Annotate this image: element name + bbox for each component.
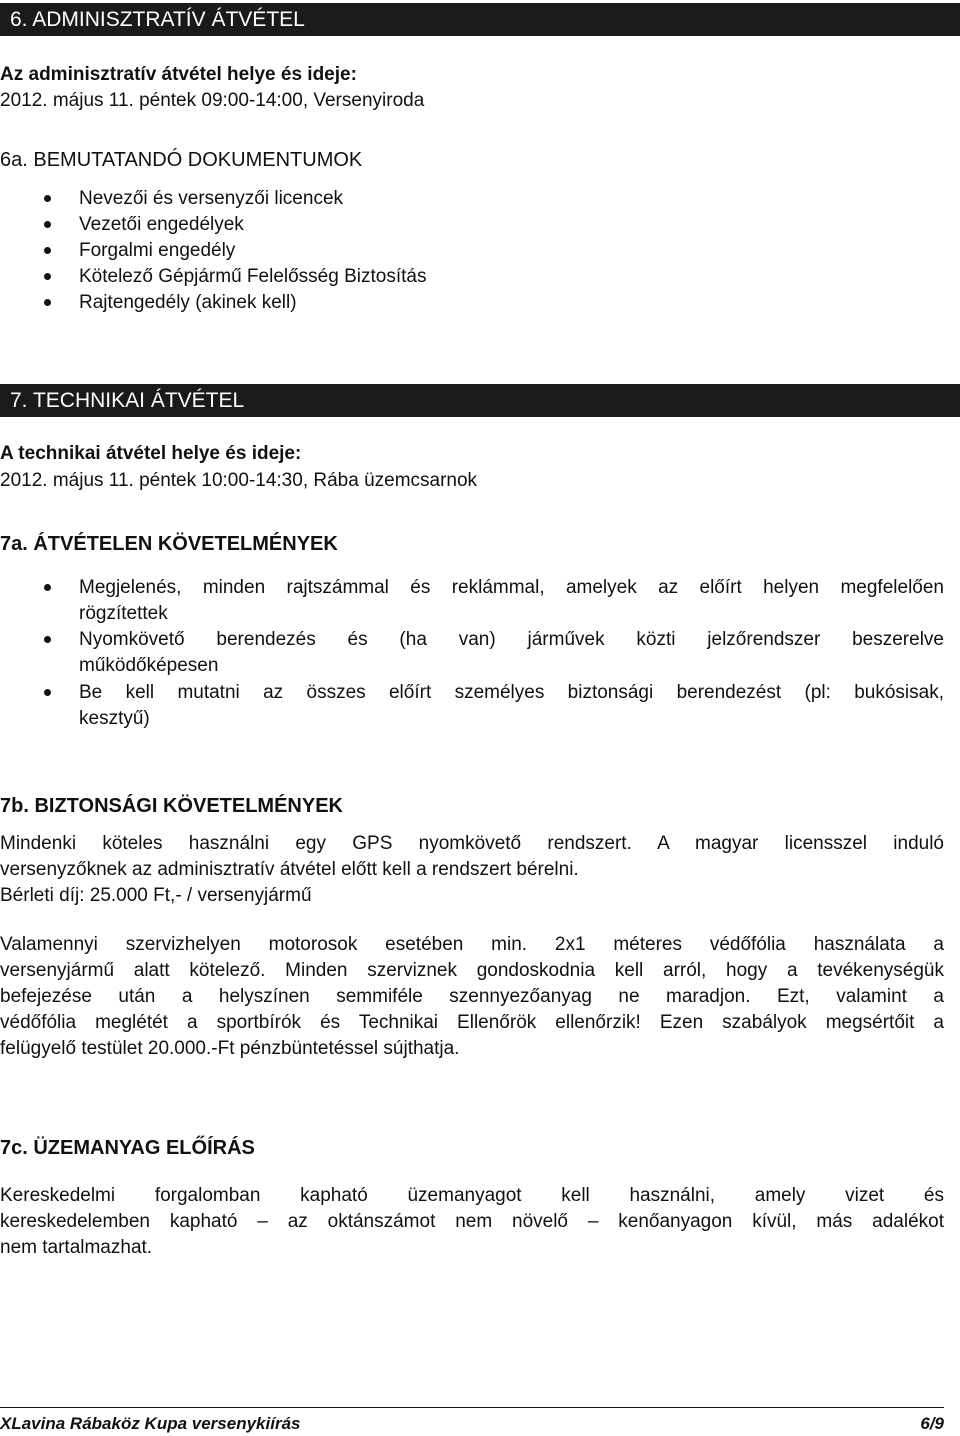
paragraph-line: nem tartalmazhat. (0, 1237, 153, 1258)
paragraph-line: Bérleti díj: 25.000 Ft,- / versenyjármű (0, 885, 312, 906)
bullet-icon (44, 584, 51, 591)
subsection-7a-title: 7a. ÁTVÉTELEN KÖVETELMÉNYEK (0, 533, 338, 555)
paragraph-line: Kereskedelmi forgalomban kapható üzemanyagot kell használni, amely vizet és (0, 1185, 944, 1206)
paragraph-line: befejezése után a helyszínen semmiféle szennyezőanyag ne maradjon. Ezt, valamint a (0, 986, 944, 1007)
section-7-header: 7. TECHNIKAI ÁTVÉTEL (0, 384, 960, 417)
page-number: 6/9 (920, 1414, 944, 1433)
bullet-icon (44, 247, 51, 254)
paragraph-line: védőfólia meglétét a sportbírók és Technikai Ellenőrök ellenőrzik! Ezen szabályok megsértőit a (0, 1012, 944, 1033)
bullet-icon (44, 195, 51, 202)
doc-item: Kötelező Gépjármű Felelősség Biztosítás (79, 266, 427, 287)
bullet-icon (44, 636, 51, 643)
tech-check-value: 2012. május 11. péntek 10:00-14:30, Rába üzemcsarnok (0, 470, 478, 491)
bullet-icon (44, 273, 51, 280)
admin-check-label: Az adminisztratív átvétel helye és ideje: (0, 64, 357, 85)
bullet-icon (44, 689, 51, 696)
paragraph-line: Valamennyi szervizhelyen motorosok esetében min. 2x1 méteres védőfólia használata a (0, 934, 944, 955)
doc-item: Vezetői engedélyek (79, 214, 244, 235)
requirement-line: Nyomkövető berendezés és (ha van) járművek közti jelzőrendszer beszerelve (79, 629, 944, 650)
bullet-icon (44, 299, 51, 306)
subsection-6a-title: 6a. BEMUTATANDÓ DOKUMENTUMOK (0, 149, 363, 171)
paragraph-line: versenyzőknek az adminisztratív átvétel előtt kell a rendszert bérelni. (0, 859, 579, 880)
footer-title: XLavina Rábaköz Kupa versenykiírás (0, 1414, 301, 1433)
bullet-icon (44, 221, 51, 228)
requirement-line: működőképesen (79, 655, 219, 676)
doc-item: Rajtengedély (akinek kell) (79, 292, 297, 313)
admin-check-value: 2012. május 11. péntek 09:00-14:00, Versenyiroda (0, 90, 425, 111)
tech-check-label: A technikai átvétel helye és ideje: (0, 443, 302, 464)
doc-item: Forgalmi engedély (79, 240, 236, 261)
requirement-line: Be kell mutatni az összes előírt személyes biztonsági berendezést (pl: bukósisak, (79, 682, 944, 703)
footer-divider (0, 1407, 944, 1408)
requirement-line: rögzítettek (79, 603, 168, 624)
paragraph-line: felügyelő testület 20.000.-Ft pénzbüntetéssel sújthatja. (0, 1038, 460, 1059)
doc-item: Nevezői és versenyzői licencek (79, 188, 344, 209)
section-6-header: 6. ADMINISZTRATÍV ÁTVÉTEL (0, 3, 960, 36)
paragraph-line: Mindenki köteles használni egy GPS nyomkövető rendszert. A magyar licensszel induló (0, 833, 944, 854)
requirement-line: Megjelenés, minden rajtszámmal és reklámmal, amelyek az előírt helyen megfelelően (79, 577, 944, 598)
requirement-line: kesztyű) (79, 708, 150, 729)
subsection-7c-title: 7c. ÜZEMANYAG ELŐÍRÁS (0, 1137, 255, 1159)
subsection-7b-title: 7b. BIZTONSÁGI KÖVETELMÉNYEK (0, 795, 343, 817)
paragraph-line: kereskedelemben kapható – az oktánszámot nem növelő – kenőanyagon kívül, más adalékot (0, 1211, 944, 1232)
paragraph-line: versenyjármű alatt kötelező. Minden szerviznek gondoskodnia kell arról, hogy a tevékenységük (0, 960, 944, 981)
